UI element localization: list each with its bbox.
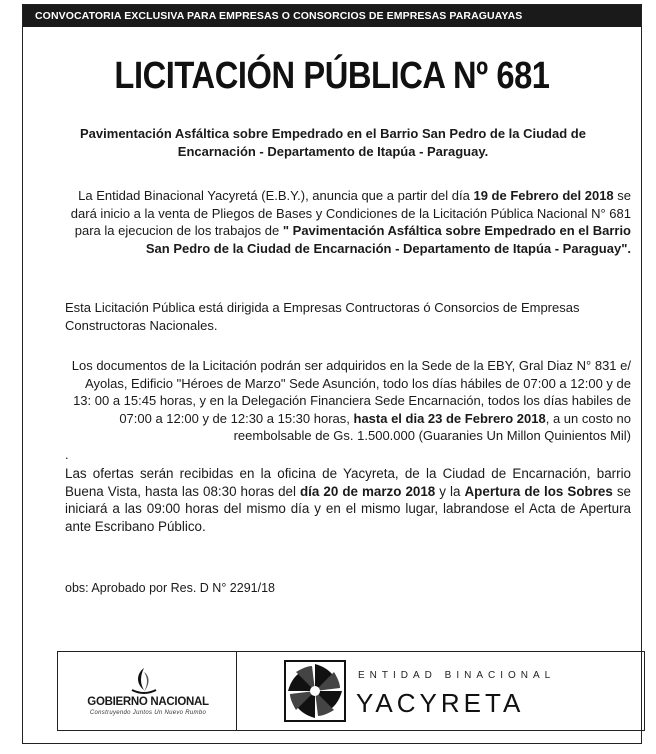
paragraph-eligibility: Esta Licitación Pública está dirigida a Empresas Contructoras ó Consorcios de Empresas Constructoras Nacionales. [65, 300, 580, 333]
gobierno-slogan: Construyendo Juntos Un Nuevo Rumbo [89, 710, 207, 716]
separator-dot: . [65, 447, 69, 462]
gobierno-emblem-icon [126, 666, 162, 696]
yacyreta-wordmark: YACYRETA [356, 688, 525, 718]
observation-note: obs: Aprobado por Res. D N° 2291/18 [65, 581, 275, 595]
notice-frame [22, 4, 642, 744]
gobierno-logo [58, 652, 236, 730]
paragraph-offers: Las ofertas serán recibidas en la oficina de Yacyreta, de la Ciudad de Encarnación, barrio Buena Vista, hasta las 08:30 horas del día 20 de marzo 2018 y la Apertura de los Sobres se iniciará a las 09:00 horas del mismo día y en el mismo lugar, labrandose el Acta de Apertura ante Escribano Público. [65, 466, 631, 534]
header-banner: CONVOCATORIA EXCLUSIVA PARA EMPRESAS O CONSORCIOS DE EMPRESAS PARAGUAYAS [23, 5, 641, 27]
paragraph-documents: Los documentos de la Licitación podrán ser adquiridos en la Sede de la EBY, Gral Diaz N° 831 e/ Ayolas, Edificio "Héroes de Marzo" Sede Asunción, todo los días hábiles de 07:00 a 12:00 y de 13: 00 a 15:45 horas, y en la Delegación Financiera Sede Encarnación, todos los días habiles de 07:00 a 12:00 y de 12:30 a 15:30 horas, hasta el dia 23 de Febrero 2018, a un costo no reembolsable de Gs. 1.500.000 (Guaranies Un Millon Quinientos Mil) [71, 358, 631, 443]
logos-box [57, 651, 645, 731]
page-title: LICITACIÓN PÚBLICA Nº 681 [114, 55, 550, 97]
yacyreta-spiral-icon [284, 660, 346, 722]
paragraph-announcement: La Entidad Binacional Yacyretá (E.B.Y.), anuncia que a partir del día 19 de Febrero del 2018 se dará inicio a la venta de Pliegos de Bases y Condiciones de la Licitación Pública Nacional N° 681 para la ejecucion de los trabajos de " Pavimentación Asfáltica sobre Empedrado en el Barrio San Pedro de la Ciudad de Encarnación - Departamento de Itapúa - Paraguay". [70, 188, 631, 256]
gobierno-name: GOBIERNO NACIONAL [87, 696, 209, 708]
logo-divider [236, 652, 237, 730]
entidad-label: ENTIDAD BINACIONAL [358, 670, 556, 681]
subtitle: Pavimentación Asfáltica sobre Empedrado en el Barrio San Pedro de la Ciudad de Encarnación - Departamento de Itapúa - Paraguay. [80, 126, 586, 159]
